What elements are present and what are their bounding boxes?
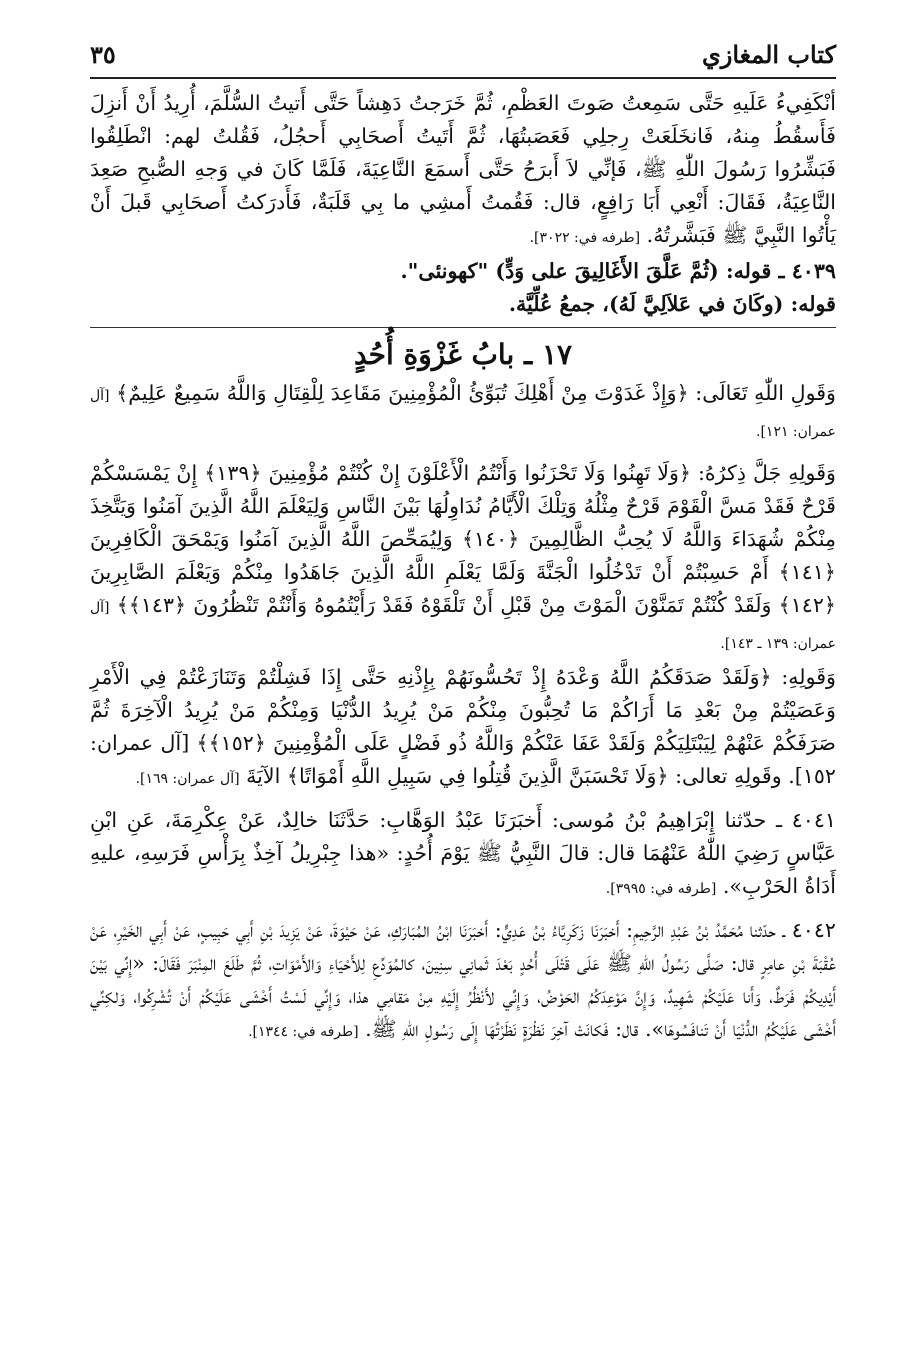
hadith-4041-text: ٤٠٤١ ـ حدّثنا إِبْرَاهِيمُ بْنُ مُوسى: أَخبَرَنَا عَبْدُ الوَهَّابِ: حَدَّثَنَا خالِدٌ، عَنْ عِكْرِمَةَ، عَنِ ابْنِ عَبَّاسٍ رَضِيَ اللّٰهُ عَنْهُمَا قال: قالَ النَّبِيُّ ﷺ يَوْمَ أُحُدٍ: «هذا جِبْرِيلُ آخِذٌ بِرَأْسِ فَرَسِهِ، عليهِ أَدَاةُ الحَرْبِ».: [90, 808, 836, 898]
quran-verses-139-143-text: وَقَولِهِ جَلَّ ذِكرُهُ: ﴿وَلَا تَهِنُوا وَلَا تَحْزَنُوا وَأَنْتُمُ الْأَعْلَوْنَ إِنْ كُنْتُمْ مُؤْمِنِينَ ﴿١٣٩﴾ إِنْ يَمْسَسْكُمْ قَرْحٌ فَقَدْ مَسَّ الْقَوْمَ قَرْحٌ مِثْلُهُ وَتِلْكَ الْأَيَّامُ نُدَاوِلُهَا بَيْنَ النَّاسِ وَلِيَعْلَمَ اللَّهُ الَّذِينَ آمَنُوا وَيَتَّخِذَ مِنْكُمْ شُهَدَاءَ وَاللَّهُ لَا يُحِبُّ الظَّالِمِينَ ﴿١٤٠﴾ وَلِيُمَحِّصَ اللَّهُ الَّذِينَ آمَنُوا وَيَمْحَقَ الْكَافِرِينَ ﴿١٤١﴾ أَمْ حَسِبْتُمْ أَنْ تَدْخُلُوا الْجَنَّةَ وَلَمَّا يَعْلَمِ اللَّهُ الَّذِينَ جَاهَدُوا مِنْكُمْ وَيَعْلَمَ الصَّابِرِينَ ﴿١٤٢﴾ وَلَقَدْ كُنْتُمْ تَمَنَّوْنَ الْمَوْتَ مِنْ قَبْلِ أَنْ تَلْقَوْهُ فَقَدْ رَأَيْتُمُوهُ وَأَنْتُمْ تَنْظُرُونَ ﴿١٤٣﴾﴾: [90, 461, 836, 617]
hadith-continuation-ref: [طرفه في: ٣٠٢٢].: [529, 230, 641, 246]
quran-verse-121-ref: [آل عمران: ١٢١].: [90, 388, 836, 440]
spacer: [90, 449, 836, 457]
hadith-4042-ref: [طرفه في: ١٣٤٤].: [248, 1024, 359, 1040]
hadith-4042: [90, 914, 836, 1049]
commentary-note-4039: ٤٠٣٩ ـ قوله: (ثُمَّ عَلَّقَ الأَغَالِيقَ على وَدٍّ) "كهونئی".: [400, 259, 836, 283]
section-divider: [90, 327, 836, 328]
hadith-4041-ref: [طرفه في: ٣٩٩٥].: [605, 881, 717, 897]
quran-verses-152-169-text: وَقَولِهِ: ﴿وَلَقَدْ صَدَقَكُمُ اللَّهُ وَعْدَهُ إِذْ تَحُسُّونَهُمْ بِإِذْنِهِ حَتَّى إِذَا فَشِلْتُمْ وَتَنَازَعْتُمْ فِي الْأَمْرِ وَعَصَيْتُمْ مِنْ بَعْدِ مَا أَرَاكُمْ مَا تُحِبُّونَ مِنْكُمْ مَنْ يُرِيدُ الدُّنْيَا وَمِنْكُمْ مَنْ يُرِيدُ الْآخِرَةَ ثُمَّ صَرَفَكُمْ عَنْهُمْ لِيَبْتَلِيَكُمْ وَلَقَدْ عَفَا عَنْكُمْ وَاللَّهُ ذُو فَضْلٍ عَلَى الْمُؤْمِنِينَ ﴿١٥٢﴾﴾ [آل عمران: ١٥٢]. وقَولِهِ تعالى: ﴿وَلَا تَحْسَبَنَّ الَّذِينَ قُتِلُوا فِي سَبِيلِ اللَّهِ أَمْوَاتًا﴾ الآيَةَ: [90, 665, 836, 788]
spacer: [90, 796, 836, 804]
hadith-4042-text: ٤٠٤٢ ـ حدّثنا مُحَمَّدُ بْنُ عَبْدِ الرَّحِيمِ: أَخبَرَنَا زَكَرِيَّاءُ بْنُ عَدِيٍّ: أَخبَرَنَا ابْنُ المُبَارَكِ، عَنْ حَيْوَةَ، عَنْ يَزِيدَ بْنِ أَبِي حَبِيبٍ، عَنْ أَبِي الخَيْرِ، عَنْ عُقْبَةَ بْنِ عامِرٍ قال: صَلَّى رَسُولُ اللّٰهِ ﷺ عَلَى قَتْلَى أُحُدٍ بَعْدَ ثَمانِي سِنِينَ، كالمُوَدِّعِ لِلأَحْيَاءِ وَالأَمْوَاتِ، ثُمَّ طَلَعَ المِنْبَرَ فَقَالَ: «إِنِّي بَيْنَ أَيْدِيكُمْ فَرَطٌ، وَأَنا عَلَيْكُمْ شَهِيدٌ، وَإِنَّ مَوْعِدَكُمُ الحَوْضُ، وَإِنِّي لأَنْظُرُ إِلَيْهِ مِنْ مَقامِي هذا، وَإِنِّي لَسْتُ أَخْشَى عَلَيْكُمْ أَنْ تُشْرِكُوا، وَلكِنِّي أَخْشَى عَلَيْكُمُ الدُّنْيَا أَنْ تَنافَسُوهَا». قال: فَكانَتْ آخِرَ نَظْرَةٍ نَظَرْتُهَا إِلَى رَسُولِ اللّٰهِ ﷺ.: [90, 918, 836, 1041]
page-number: ٣٥: [90, 40, 116, 69]
commentary-note-alali: قوله: (وكَانَ في عَلاَلِيَّ لَهُ)، جمعُ عُلِّيَّة.: [508, 292, 836, 316]
page-header: [90, 40, 836, 79]
quran-verses-139-143-ref: [آل عمران: ١٣٩ ـ ١٤٣].: [90, 600, 836, 652]
quran-verses-152-169-ref: [آل عمران: ١٦٩].: [135, 771, 240, 787]
hadith-continuation: [90, 87, 836, 255]
quran-verse-121: [90, 377, 836, 449]
book-title: كتاب المغازي: [701, 40, 836, 69]
spacer: [90, 906, 836, 914]
quran-verse-121-text: وَقَولِ اللّٰهِ تَعَالَى: ﴿وَإِذْ غَدَوْتَ مِنْ أَهْلِكَ تُبَوِّئُ الْمُؤْمِنِينَ مَقَاعِدَ لِلْقِتَالِ وَاللَّهُ سَمِيعٌ عَلِيمٌ﴾: [116, 381, 836, 405]
hadith-4041: [90, 804, 836, 906]
quran-verses-139-143: [90, 457, 836, 661]
hadith-continuation-text: أنْكَفِيءُ عَلَيهِ حَتَّى سَمِعتُ صَوتَ العَظْمِ، ثُمَّ خَرَجتُ دَهِشاً حَتَّى أَتيتُ السُّلَّمَ، أُرِيدُ أَنْ أَنزِلَ فَأَسقُطُ مِنهُ، فَانخَلَعَتْ رِجلِي فَعَصَبتُهَا، ثُمَّ أَتَيتُ أَصحَابِي أَحجُلُ، فَقُلتُ لهم: انْطَلِقُوا فَبَشِّرُوا رَسُولَ اللّٰهِ ﷺ، فَإنِّي لاَ أَبرَحُ حَتَّى أَسمَعَ النَّاعِيَةَ، فَلَمَّا كَانَ في وَجهِ الصُّبحِ صَعِدَ النَّاعِيَةُ، فَقَالَ: أَنْعِي أَبَا رَافِعٍ، قال: فَقُمتُ أَمشِي ما بِي قَلَبَةٌ، فَأَدرَكتُ أَصحَابِي قَبلَ أَنْ يَأْتُوا النَّبِيَّ ﷺ فَبَشَّرتُهُ.: [90, 91, 836, 247]
chapter-title: ١٧ ـ بابُ غَزْوَةِ أُحُدٍ: [353, 338, 573, 371]
quran-verses-152-169: [90, 661, 836, 796]
